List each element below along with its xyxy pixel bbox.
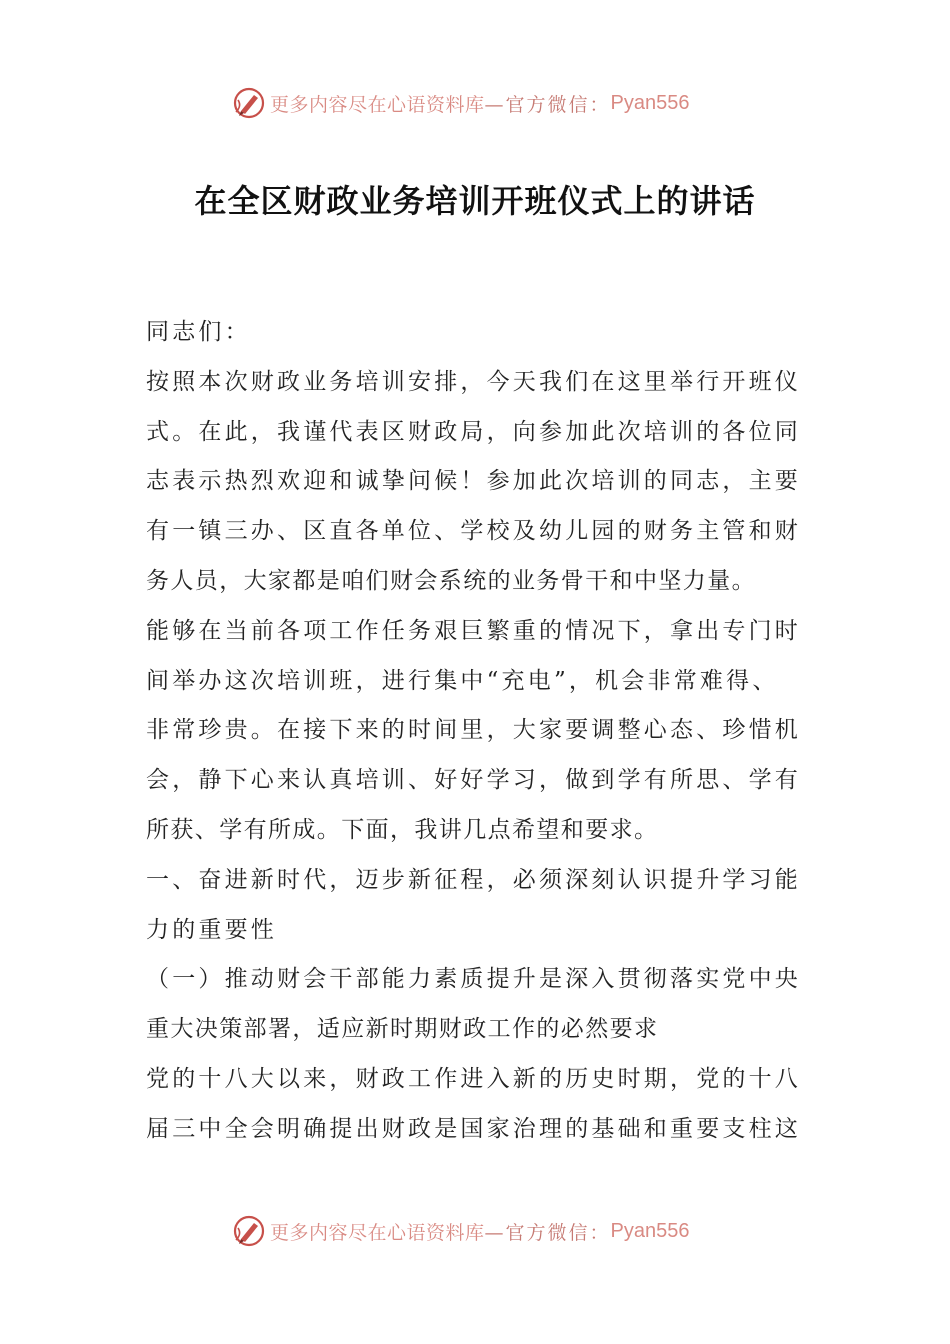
body-line: 会，静下心来认真培训、好好学习，做到学有所思、学有 [146,767,801,794]
banner-sub-text: —官方微信： [484,1221,611,1244]
body-line: 非常珍贵。在接下来的时间里，大家要调整心态、珍惜机 [146,717,801,744]
banner-main-text: 更多内容尽在心语资料库 [270,1221,485,1244]
body-line: 务人员，大家都是咱们财会系统的业务骨干和中坚力量。 [146,567,756,594]
banner-main-text: 更多内容尽在心语资料库 [270,93,485,116]
banner-sub-text: —官方微信： [484,93,611,116]
document-body [146,308,811,1155]
body-line: 能够在当前各项工作任务艰巨繁重的情况下，拿出专门时 [146,617,801,644]
banner-wechat-id: Pyan556 [610,91,690,114]
body-line: 所获、学有所成。下面，我讲几点希望和要求。 [146,816,659,843]
pen-logo-icon [232,86,266,120]
document-title: 在全区财政业务培训开班仪式上的讲话 [194,182,756,220]
banner-wechat-id: Pyan556 [610,1219,690,1242]
body-line: 按照本次财政业务培训安排，今天我们在这里举行开班仪 [146,368,801,395]
body-line: 同志们： [146,319,251,345]
body-line: 党的十八大以来，财政工作进入新的历史时期，党的十八 [146,1065,801,1092]
body-line: 届三中全会明确提出财政是国家治理的基础和重要支柱这 [146,1115,801,1142]
section-heading: 力的重要性 [146,916,277,943]
header-banner [232,83,690,123]
subsection-heading: （一）推动财会干部能力素质提升是深入贯彻落实党中央 [146,966,801,993]
body-line: 有一镇三办、区直各单位、学校及幼儿园的财务主管和财 [146,518,801,545]
body-line: 间举办这次培训班，进行集中“充电”，机会非常难得、 [146,667,779,694]
body-line: 志表示热烈欢迎和诚挚问候！参加此次培训的同志，主要 [146,468,801,495]
body-line: 式。在此，我谨代表区财政局，向参加此次培训的各位同 [146,418,801,445]
section-heading: 一、奋进新时代，迈步新征程，必须深刻认识提升学习能 [146,866,801,893]
pen-logo-icon [232,1214,266,1248]
subsection-heading: 重大决策部署，适应新时期财政工作的必然要求 [146,1016,659,1043]
footer-banner [232,1211,690,1251]
